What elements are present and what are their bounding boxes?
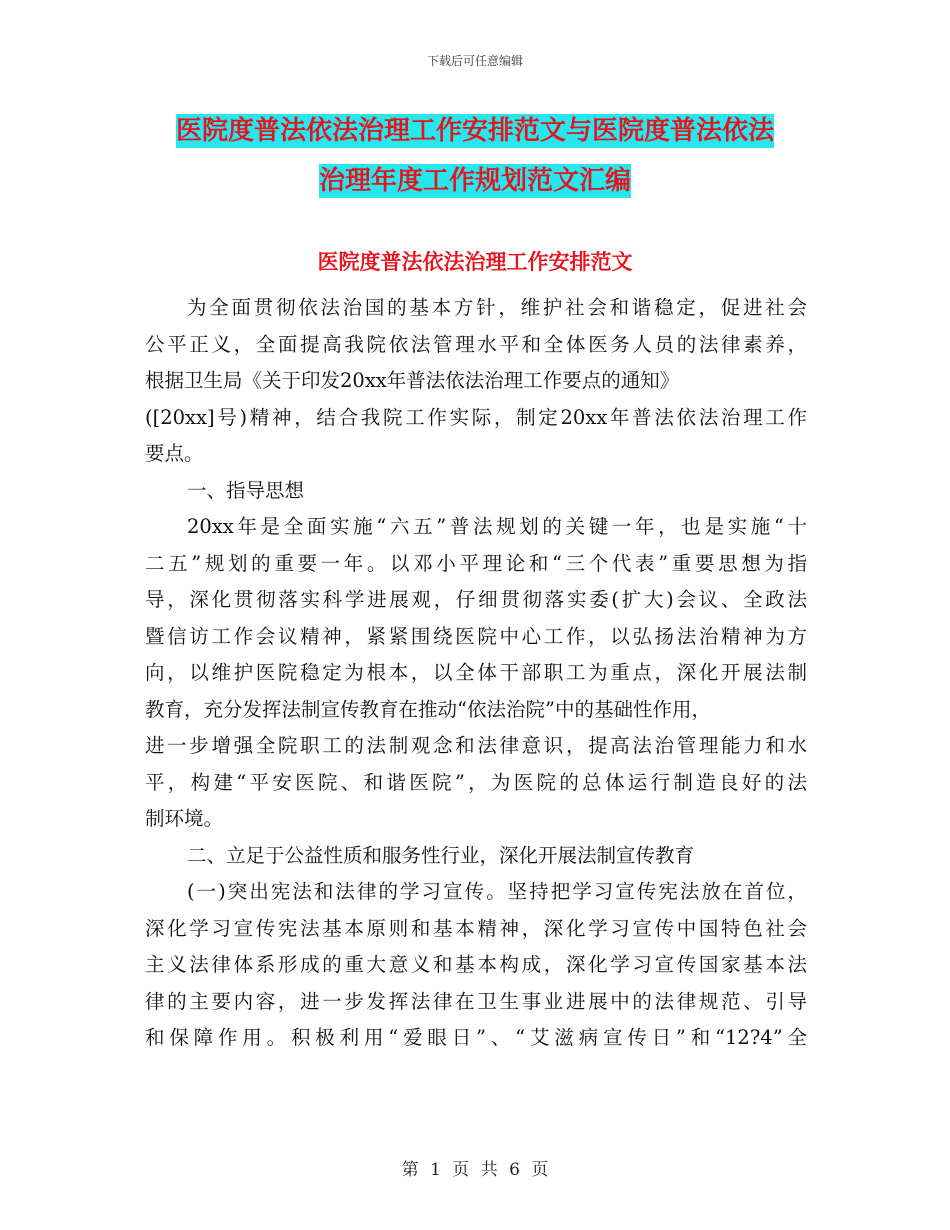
body-line: 导，深化贯彻落实科学进展观，仔细贯彻落实委(扩大)会议、全政法	[145, 588, 807, 611]
body-line: 平，构建“平安医院、和谐医院”，为医院的总体运行制造良好的法	[145, 770, 807, 794]
title-line-2	[145, 156, 805, 206]
title-line-1-text: 医院度普法依法治理工作安排范文与医院度普法依法	[175, 116, 774, 146]
body-line: 和保障作用。积极利用“爱眼日”、“艾滋病宣传日”和“12?4”全	[145, 1026, 807, 1049]
body-line: 暨信访工作会议精神，紧紧围绕医院中心工作，以弘扬法治精神为方	[145, 624, 807, 648]
body-line: 向，以维护医院稳定为根本，以全体干部职工为重点，深化开展法制	[145, 661, 807, 684]
body-line: 制环境。	[145, 807, 224, 830]
document-title	[145, 106, 805, 206]
body-line: 深化学习宣传宪法基本原则和基本精神，深化学习宣传中国特色社会	[145, 916, 807, 940]
body-line: 一、指导思想	[187, 478, 305, 502]
body-line: ([20xx]号)精神，结合我院工作实际，制定20xx年普法依法治理工作	[145, 405, 807, 429]
document-body	[145, 290, 807, 1057]
title-line-2-text: 治理年度工作规划范文汇编	[318, 166, 631, 196]
body-line: 律的主要内容，进一步发挥法律在卫生事业进展中的法律规范、引导	[145, 989, 807, 1013]
body-line: (一)突出宪法和法律的学习宣传。坚持把学习宣传宪法放在首位，	[187, 880, 807, 903]
section-title: 医院度普法依法治理工作安排范文	[317, 250, 633, 274]
body-line: 根据卫生局《关于印发20xx年普法依法治理工作要点的通知》	[145, 369, 680, 392]
body-line: 二五”规划的重要一年。以邓小平理论和“三个代表”重要思想为指	[145, 551, 807, 575]
page-number-footer: 第 1 页 共 6 页	[401, 1160, 549, 1180]
body-line: 20xx年是全面实施“六五”普法规划的关键一年，也是实施“十	[187, 515, 807, 538]
header-note: 下载后可任意编辑	[426, 54, 523, 68]
title-line-1	[145, 106, 805, 156]
body-line: 主义法律体系形成的重大意义和基本构成，深化学习宣传国家基本法	[145, 953, 807, 976]
body-line: 要点。	[145, 442, 204, 465]
body-line: 公平正义，全面提高我院依法管理水平和全体医务人员的法律素养，	[145, 332, 807, 356]
body-line: 教育，充分发挥法制宣传教育在推动“依法治院”中的基础性作用，	[145, 697, 711, 721]
body-line: 进一步增强全院职工的法制观念和法律意识，提高法治管理能力和水	[145, 734, 807, 757]
body-line: 为全面贯彻依法治国的基本方针，维护社会和谐稳定，促进社会	[187, 296, 807, 319]
body-line: 二、立足于公益性质和服务性行业，深化开展法制宣传教育	[187, 843, 695, 867]
